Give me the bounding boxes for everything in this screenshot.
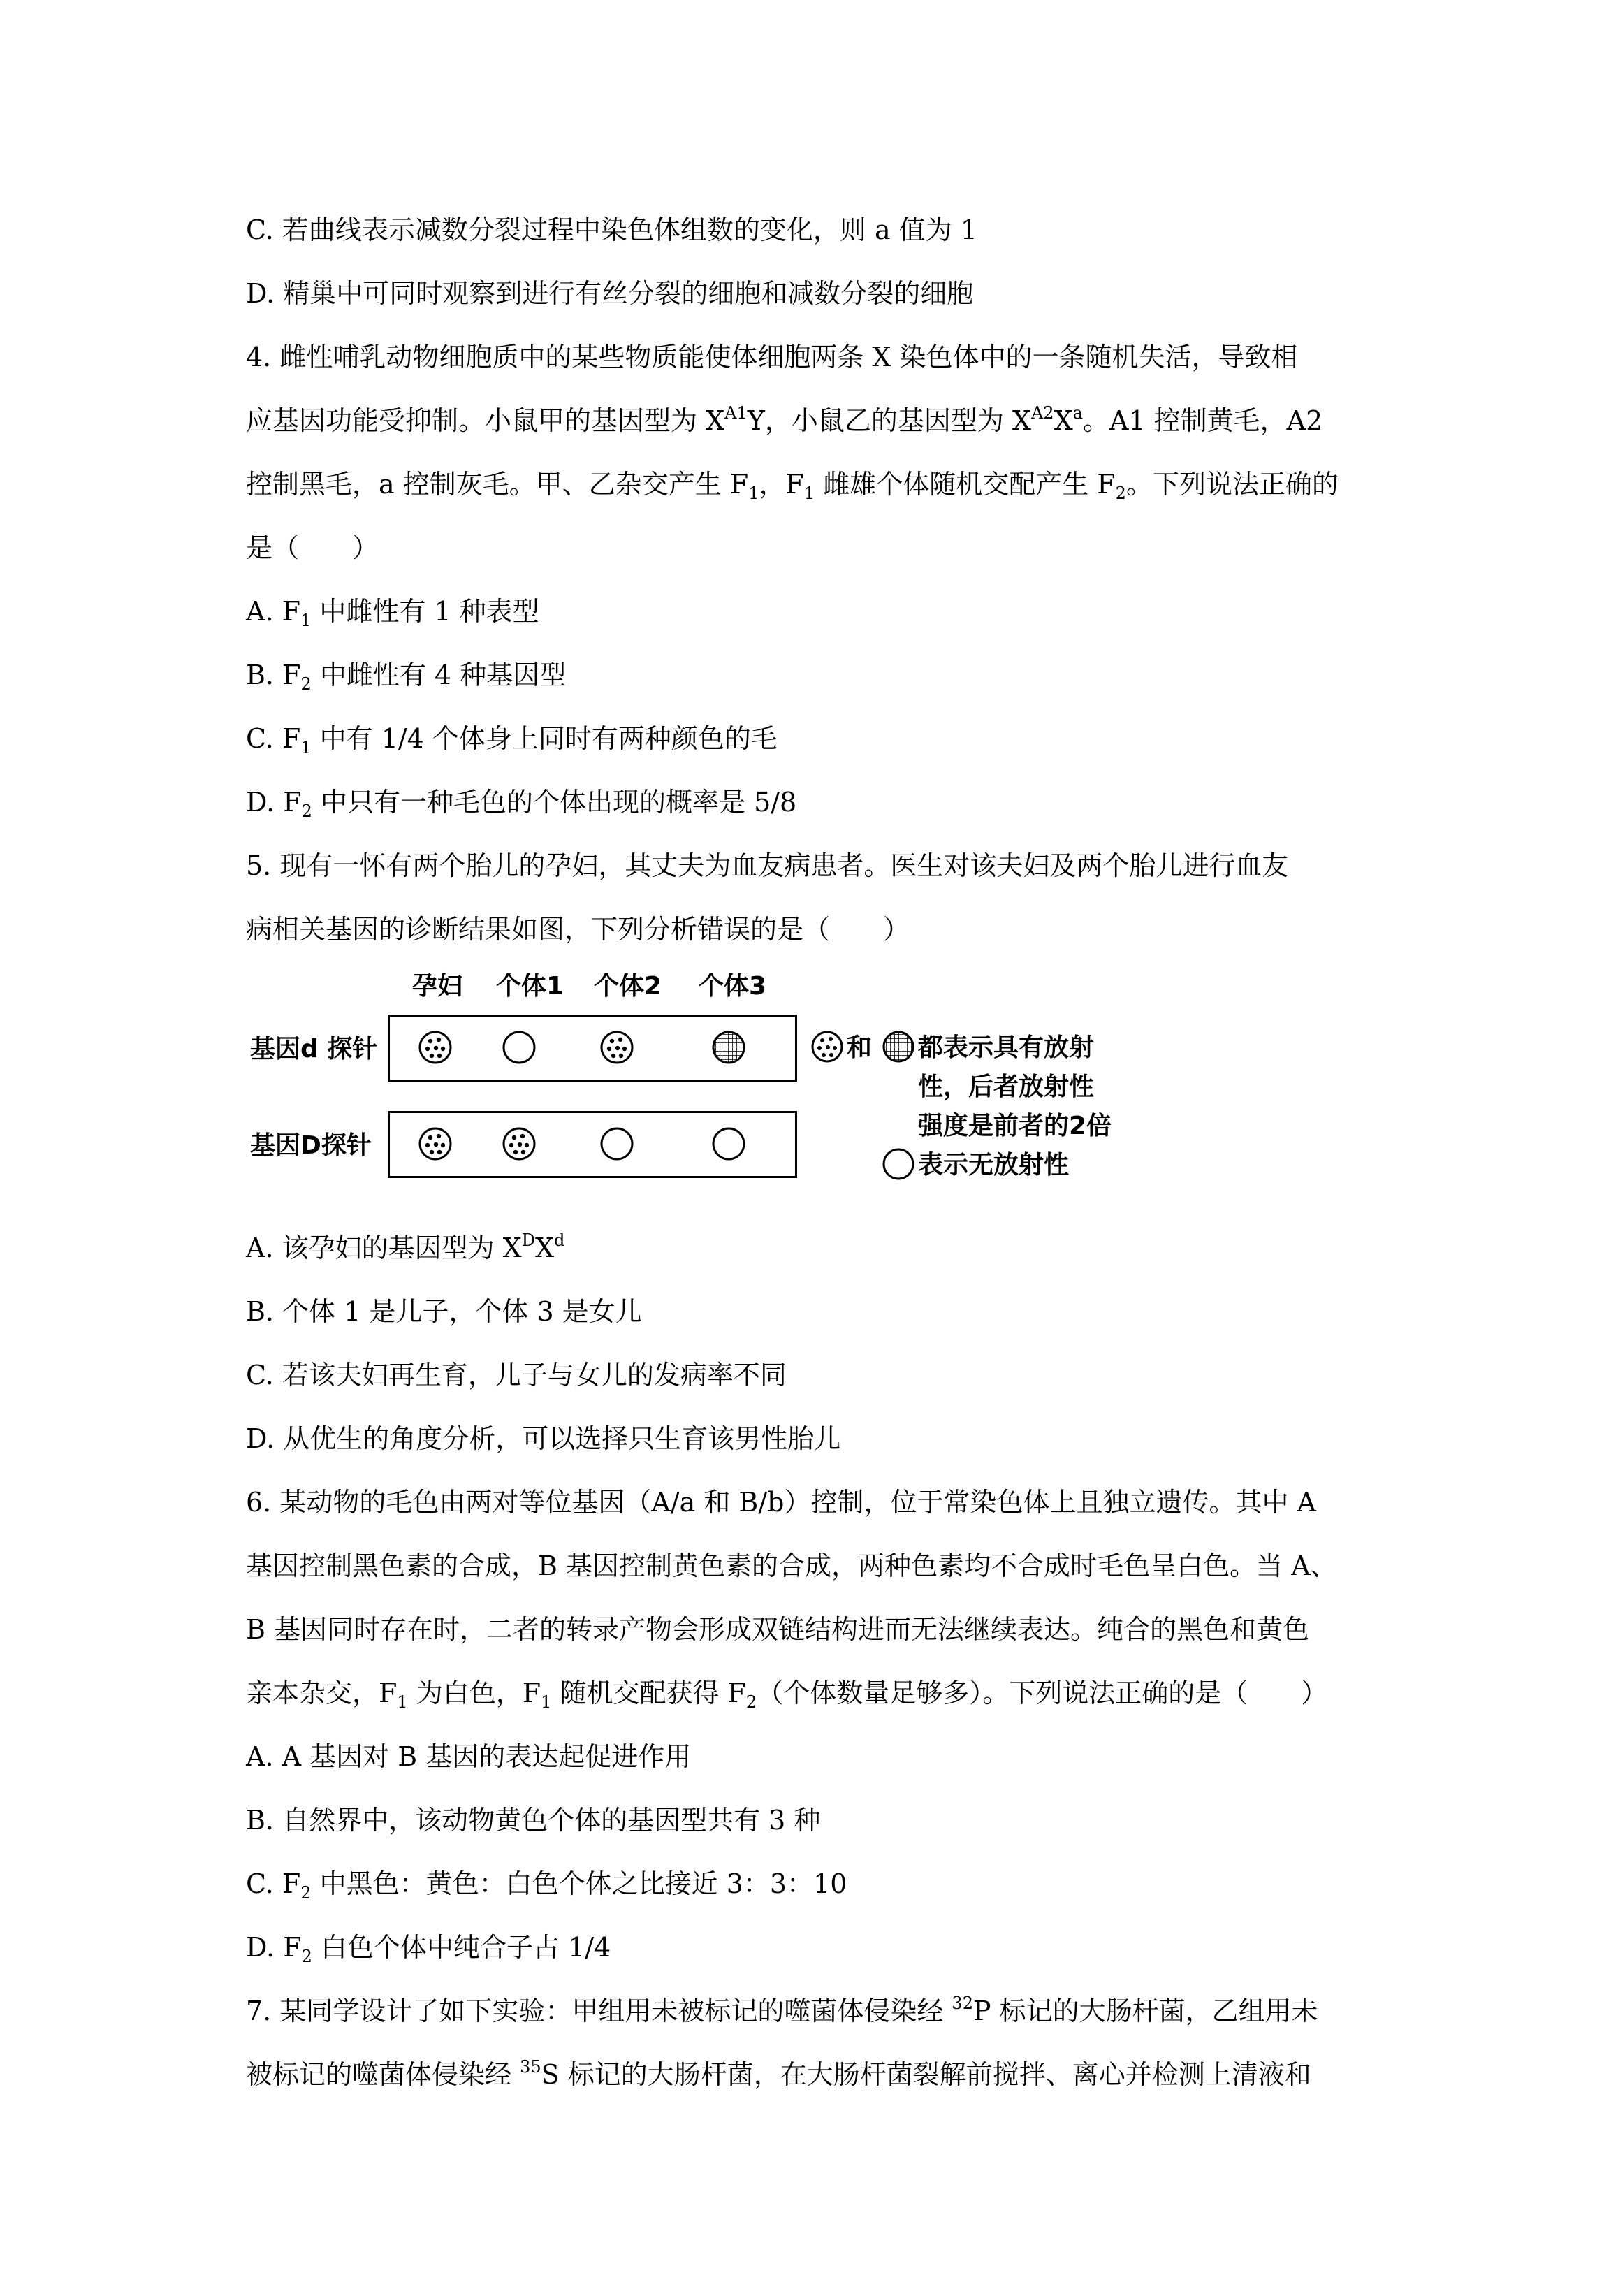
spot-dotted-icon	[599, 1030, 634, 1065]
q4-stem-line1: 4. 雌性哺乳动物细胞质中的某些物质能使体细胞两条 X 染色体中的一条随机失活，导致相	[246, 342, 1298, 372]
legend-and: 和	[847, 1033, 873, 1062]
q6-stem-line1: 6. 某动物的毛色由两对等位基因（A/a 和 B/b）控制，位于常染色体上且独立遗传。其中 A	[246, 1487, 1316, 1518]
legend-text-4: 表示无放射性	[918, 1151, 1070, 1179]
legend-text-3: 强度是前者的2倍	[918, 1112, 1112, 1140]
q5-stem-line2: 病相关基因的诊断结果如图，下列分析错误的是（ ）	[246, 914, 910, 945]
q4-stem-line4: 是（ ）	[246, 532, 379, 563]
probe-diagram	[238, 971, 1216, 1223]
spot-empty-icon	[599, 1126, 634, 1161]
spot-dotted-icon	[418, 1126, 453, 1161]
q5-option-a: A. 该孕妇的基因型为 $X^DX^d$	[246, 1230, 565, 1263]
q4-option-d: D. $F_2$ 中只有一种毛色的个体出现的概率是 5/8	[246, 787, 797, 821]
legend-text-1: 都表示具有放射	[918, 1033, 1095, 1062]
legend-empty-icon	[882, 1147, 915, 1181]
q3-option-c: C. 若曲线表示减数分裂过程中染色体组数的变化，则 a 值为 1	[246, 215, 977, 245]
q6-option-c: C. $F_2$ 中黑色：黄色：白色个体之比接近 3：3：10	[246, 1868, 847, 1903]
spot-dotted-icon	[418, 1030, 453, 1065]
q6-option-d: D. $F_2$ 白色个体中纯合子占 1/4	[246, 1932, 611, 1966]
q4-stem-line2: 应基因功能受抑制。小鼠甲的基因型为 $X^{A1}Y$，小鼠乙的基因型为 $X^{A2}X^a$。A1 控制黄毛，A2	[246, 403, 1323, 436]
q5-option-c: C. 若该夫妇再生育，儿子与女儿的发病率不同	[246, 1360, 787, 1390]
legend-grid-icon	[882, 1030, 915, 1063]
q4-option-c: C. $F_1$ 中有 1/4 个体身上同时有两种颜色的毛	[246, 723, 778, 757]
column-label-pregnant: 孕妇	[412, 972, 463, 1001]
legend-dotted-icon	[810, 1030, 844, 1063]
q6-stem-line3: B 基因同时存在时，二者的转录产物会形成双链结构进而无法继续表达。纯合的黑色和黄色	[246, 1614, 1310, 1645]
row-label-d-probe: 基因d 探针	[250, 1035, 378, 1063]
q6-stem-line2: 基因控制黑色素的合成，B 基因控制黄色素的合成，两种色素均不合成时毛色呈白色。当 A、	[246, 1550, 1337, 1581]
legend-text-2: 性，后者放射性	[918, 1073, 1095, 1101]
column-label-individual1: 个体1	[496, 972, 564, 1001]
q6-option-a: A. A 基因对 B 基因的表达起促进作用	[246, 1741, 692, 1772]
spot-empty-icon	[502, 1030, 537, 1065]
q4-stem-line3: 控制黑毛，a 控制灰毛。甲、乙杂交产生 $F_1$，$F_1$ 雌雄个体随机交配产生 $F_2$。下列说法正确的	[246, 469, 1339, 503]
spot-empty-icon	[711, 1126, 746, 1161]
q6-option-b: B. 自然界中，该动物黄色个体的基因型共有 3 种	[246, 1805, 821, 1836]
spot-dotted-icon	[502, 1126, 537, 1161]
q4-option-a: A. $F_1$ 中雌性有 1 种表型	[246, 596, 539, 630]
q4-option-b: B. $F_2$ 中雌性有 4 种基因型	[246, 660, 567, 694]
q5-stem-line1: 5. 现有一怀有两个胎儿的孕妇，其丈夫为血友病患者。医生对该夫妇及两个胎儿进行血友	[246, 850, 1289, 881]
q7-stem-line2: 被标记的噬菌体侵染经 $^{35}$S 标记的大肠杆菌，在大肠杆菌裂解前搅拌、离心并检测上清液和	[246, 2057, 1311, 2090]
column-label-individual3: 个体3	[699, 972, 767, 1001]
column-label-individual2: 个体2	[594, 972, 662, 1001]
q5-option-b: B. 个体 1 是儿子，个体 3 是女儿	[246, 1296, 642, 1327]
row-label-D-probe: 基因D探针	[250, 1131, 372, 1160]
spot-grid-icon	[711, 1030, 746, 1065]
q7-stem-line1: 7. 某同学设计了如下实验：甲组用未被标记的噬菌体侵染经 $^{32}$P 标记的大肠杆菌，乙组用未	[246, 1993, 1318, 2026]
q6-stem-line4: 亲本杂交，$F_1$ 为白色，$F_1$ 随机交配获得 $F_2$（个体数量足够多）。下列说法正确的是（ ）	[246, 1678, 1328, 1712]
q3-option-d: D. 精巢中可同时观察到进行有丝分裂的细胞和减数分裂的细胞	[246, 278, 974, 309]
q5-option-d: D. 从优生的角度分析，可以选择只生育该男性胎儿	[246, 1423, 841, 1454]
